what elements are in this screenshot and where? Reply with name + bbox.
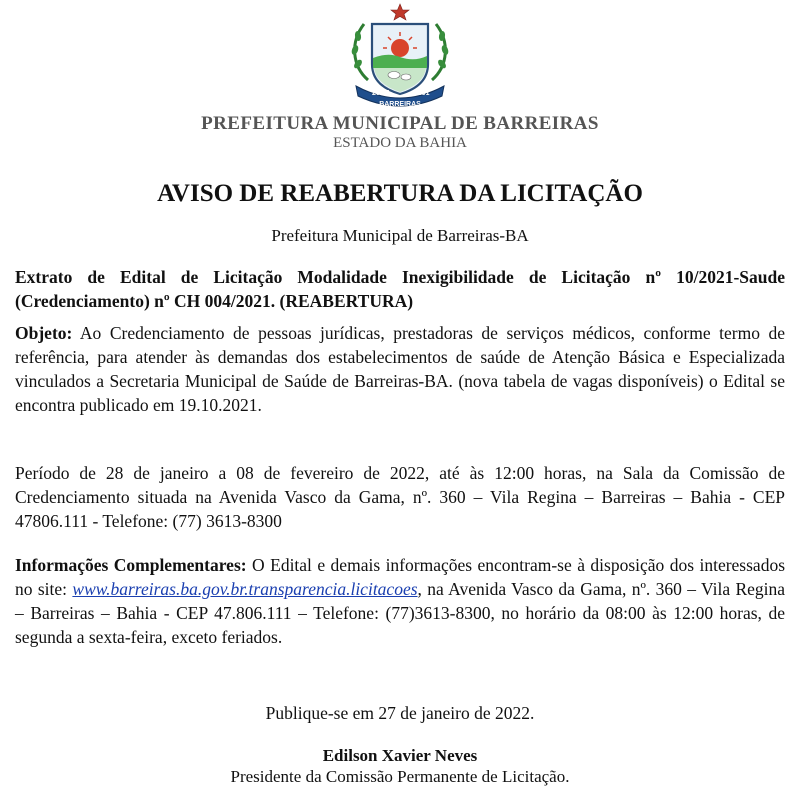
crest-ribbon-left: 26/05 [372,90,390,97]
info-paragraph [15,553,785,649]
notice-title: AVISO DE REABERTURA DA LICITAÇÃO [157,180,643,207]
info-label: Informações Complementares: [15,555,247,575]
info-text-1: O Edital e demais informações encontram-se à disposição dos interessados no site: [15,555,786,599]
org-title: PREFEITURA MUNICIPAL DE BARREIRAS [201,113,599,134]
municipal-coat-of-arms-icon [338,2,462,112]
transparency-link[interactable]: www.barreiras.ba.gov.br.transparencia.licitacoes [72,579,418,599]
publish-date: Publique-se em 27 de janeiro de 2022. [265,703,535,723]
edital-extract: Extrato de Edital de Licitação Modalidade Inexigibilidade de Licitação nº 10/2021-Saude (Credenciamento) nº CH 004/2021. (REABERTURA) [15,267,785,311]
info-text-2: , na Avenida Vasco da Gama, nº. 360 – Vila Regina – Barreiras – Bahia - CEP 47.806.111 – Telefone: (77)3613-8300, no horário da 08:00 às 12:00 horas, de segunda a sexta-feira, exceto feriados. [15,579,786,647]
issuer-line: Prefeitura Municipal de Barreiras-BA [271,226,529,245]
signatory-role: Presidente da Comissão Permanente de Licitação. [230,767,570,786]
crest-ribbon-right: 1891 [414,90,430,97]
objeto-paragraph [15,321,785,417]
crest-banner: BARREIRAS [379,101,421,108]
org-state: ESTADO DA BAHIA [333,135,467,151]
objeto-text: Ao Credenciamento de pessoas jurídicas, prestadoras de serviços médicos, conforme termo de referência, para atender às demandas dos estabelecimentos de saúde de Atenção Básica e Especializada vinculados a Secretaria Municipal de Saúde de Barreiras-BA. (nova tabela de vagas disponíveis) o Edital se encontra publicado em 19.10.2021. [15,323,785,415]
periodo-paragraph: Período de 28 de janeiro a 08 de fevereiro de 2022, até às 12:00 horas, na Sala da Comissão de Credenciamento situada na Avenida Vasco da Gama, nº. 360 – Vila Regina – Barreiras – Bahia - CEP 47806.111 - Telefone: (77) 3613-8300 [15,463,785,531]
signatory-name: Edilson Xavier Neves [322,746,478,765]
objeto-label: Objeto: [15,323,73,343]
